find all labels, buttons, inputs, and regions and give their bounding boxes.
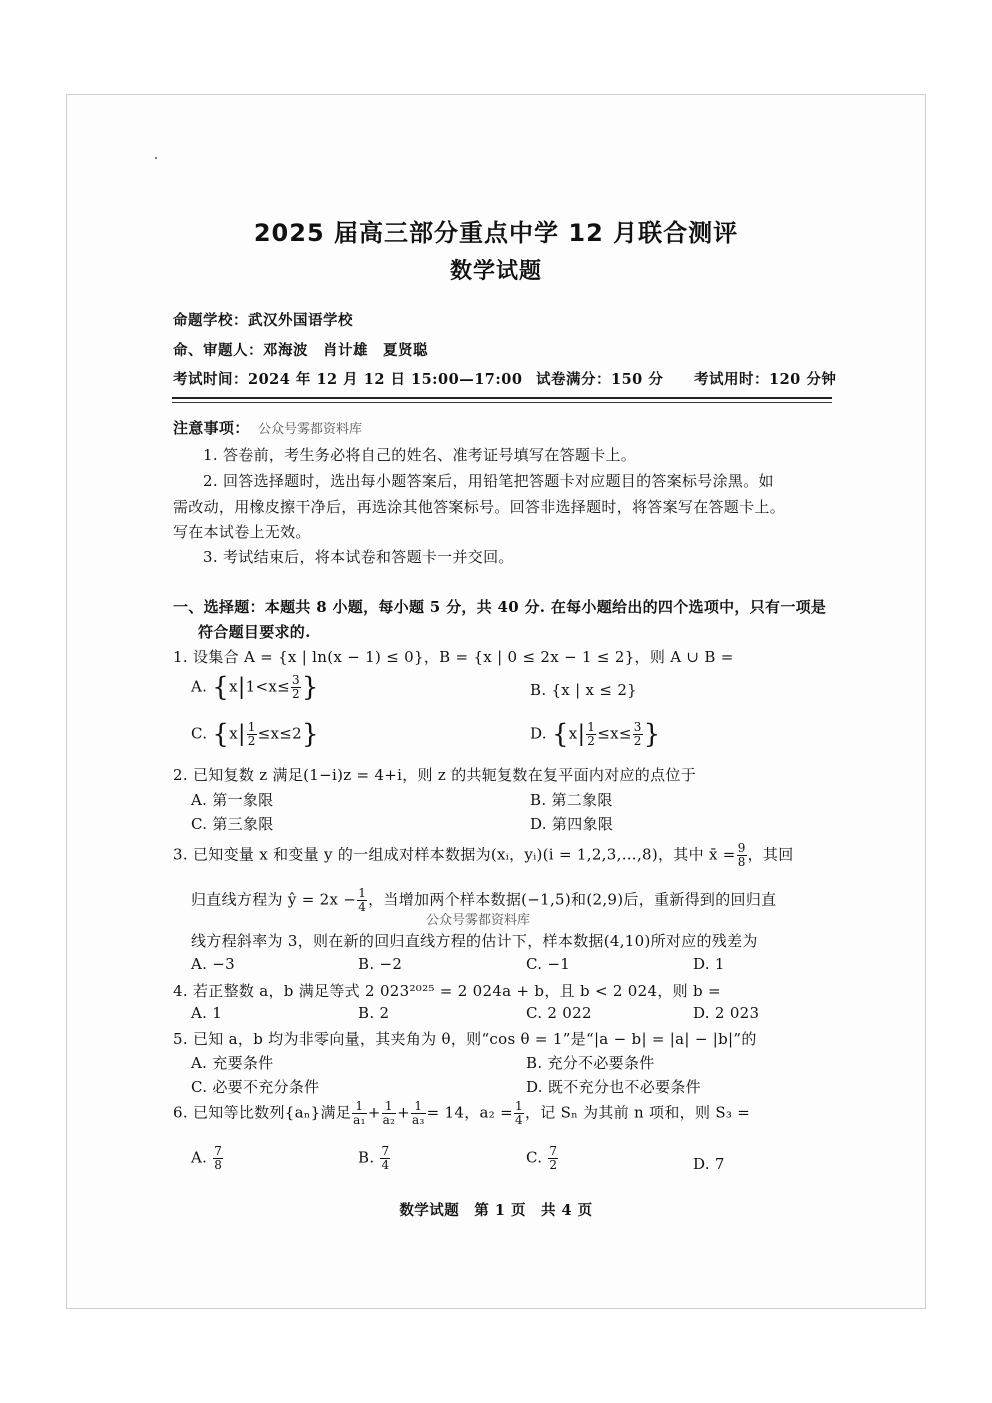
notice-heading: 注意事项： [173, 419, 250, 437]
notice-item-2-line-2: 需改动，用橡皮擦干净后，再选涂其他答案标号。回答非选择题时，将答案写在答题卡上。 [173, 498, 786, 516]
header-rule-thick [172, 397, 832, 399]
question-2-option-b: B. 第二象限 [530, 791, 613, 809]
question-6-option-a: A. $\frac{7}{8}$ [191, 1144, 223, 1172]
notice-item-3: 3. 考试结束后，将本试卷和答题卡一并交回。 [203, 548, 514, 566]
question-3-option-b: B. −2 [358, 955, 403, 973]
page-title: 2025 届高三部分重点中学 12 月联合测评 [253, 219, 739, 247]
meta-duration: 考试用时：120 分钟 [694, 371, 837, 388]
question-3-line-1: 3. 已知变量 x 和变量 y 的一组成对样本数据为(xᵢ，yᵢ)(i = 1,2,3,…,8)，其中 x̄ = $\frac{9}{8}$ ，其回 [173, 841, 794, 869]
page-subtitle: 数学试题 [449, 259, 542, 284]
notice-item-2-line-1: 2. 回答选择题时，选出每小题答案后，用铅笔把答题卡对应题目的答案标号涂黑。如 [203, 472, 774, 490]
watermark-text-2: 公众号雾都资料库 [426, 913, 531, 928]
speck [155, 157, 157, 159]
meta-authors: 命、审题人：邓海波 肖计雄 夏贤聪 [173, 342, 428, 359]
question-3-option-d: D. 1 [693, 955, 725, 973]
notice-item-1: 1. 答卷前，考生务必将自己的姓名、准考证号填写在答题卡上。 [203, 446, 637, 464]
question-2-option-a: A. 第一象限 [191, 791, 274, 809]
question-4-option-d: D. 2 023 [693, 1004, 760, 1022]
meta-exam-time: 考试时间：2024 年 12 月 12 日 15:00—17:00 [173, 371, 523, 388]
question-1-stem: 1. 设集合 A = {x | ln(x − 1) ≤ 0}，B = {x | 0 ≤ 2x − 1 ≤ 2}，则 A ∪ B = [173, 648, 734, 666]
question-5-option-a: A. 充要条件 [191, 1054, 274, 1072]
section-heading: 一、选择题：本题共 8 小题，每小题 5 分，共 40 分. 在每小题给出的四个选项中，只有一项是 [173, 598, 827, 616]
question-5-option-c: C. 必要不充分条件 [191, 1078, 320, 1096]
question-5-option-b: B. 充分不必要条件 [526, 1054, 655, 1072]
question-3-line-2: 归直线方程为 ŷ = 2x − $\frac{1}{4}$ ，当增加两个样本数据(−1,5)和(2,9)后，重新得到的回归直 [191, 886, 777, 914]
question-3-option-a: A. −3 [191, 955, 235, 973]
meta-full-score: 试卷满分：150 分 [536, 371, 664, 388]
question-1-option-b: B. {x | x ≤ 2} [530, 681, 638, 699]
section-heading-cont: 符合题目要求的. [198, 623, 311, 641]
question-4-option-a: A. 1 [191, 1004, 223, 1022]
question-1-option-d: D. {x| $\frac{1}{2}$ ≤x≤ $\frac{3}{2}$ } [530, 719, 661, 750]
question-6-option-c: C. $\frac{7}{2}$ [526, 1144, 558, 1172]
question-6-option-d: D. 7 [693, 1155, 725, 1173]
question-4-stem: 4. 若正整数 a，b 满足等式 2 023²⁰²⁵ = 2 024a + b，且 b < 2 024，则 b = [173, 982, 721, 1000]
question-5-stem: 5. 已知 a，b 均为非零向量，其夹角为 θ，则“cos θ = 1”是“|a − b| = |a| − |b|”的 [173, 1030, 757, 1048]
question-5-option-d: D. 既不充分也不必要条件 [526, 1078, 701, 1096]
meta-school: 命题学校：武汉外国语学校 [173, 312, 353, 329]
question-6-stem: 6. 已知等比数列{aₙ}满足 $\frac{1}{\text{a₁}}$ + $\frac{1}{\text{a₂}}$ + $\frac{1}{\text{a₃}}$ = 14，a₂ = $\frac{1}{4}$ ，记 Sₙ 为其前 n 项和，则 S₃ = [173, 1099, 751, 1127]
question-4-option-b: B. 2 [358, 1004, 390, 1022]
header-rule-thin [172, 402, 832, 403]
notice-item-2-line-3: 写在本试卷上无效。 [173, 523, 311, 541]
question-2-stem: 2. 已知复数 z 满足(1−i)z = 4+i，则 z 的共轭复数在复平面内对应的点位于 [173, 766, 696, 784]
question-6-option-b: B. $\frac{7}{4}$ [358, 1144, 390, 1172]
page-footer: 数学试题 第 1 页 共 4 页 [399, 1202, 593, 1219]
question-3-option-c: C. −1 [526, 955, 571, 973]
watermark-text: 公众号雾都资料库 [258, 422, 363, 437]
question-4-option-c: C. 2 022 [526, 1004, 592, 1022]
question-1-option-a: A. {x|1<x≤ $\frac{3}{2}$ } [191, 672, 319, 703]
question-1-option-c: C. {x| $\frac{1}{2}$ ≤x≤2} [191, 719, 319, 750]
question-2-option-c: C. 第三象限 [191, 815, 274, 833]
question-2-option-d: D. 第四象限 [530, 815, 614, 833]
question-3-line-3: 线方程斜率为 3，则在新的回归直线方程的估计下，样本数据(4,10)所对应的残差为 [191, 932, 758, 950]
